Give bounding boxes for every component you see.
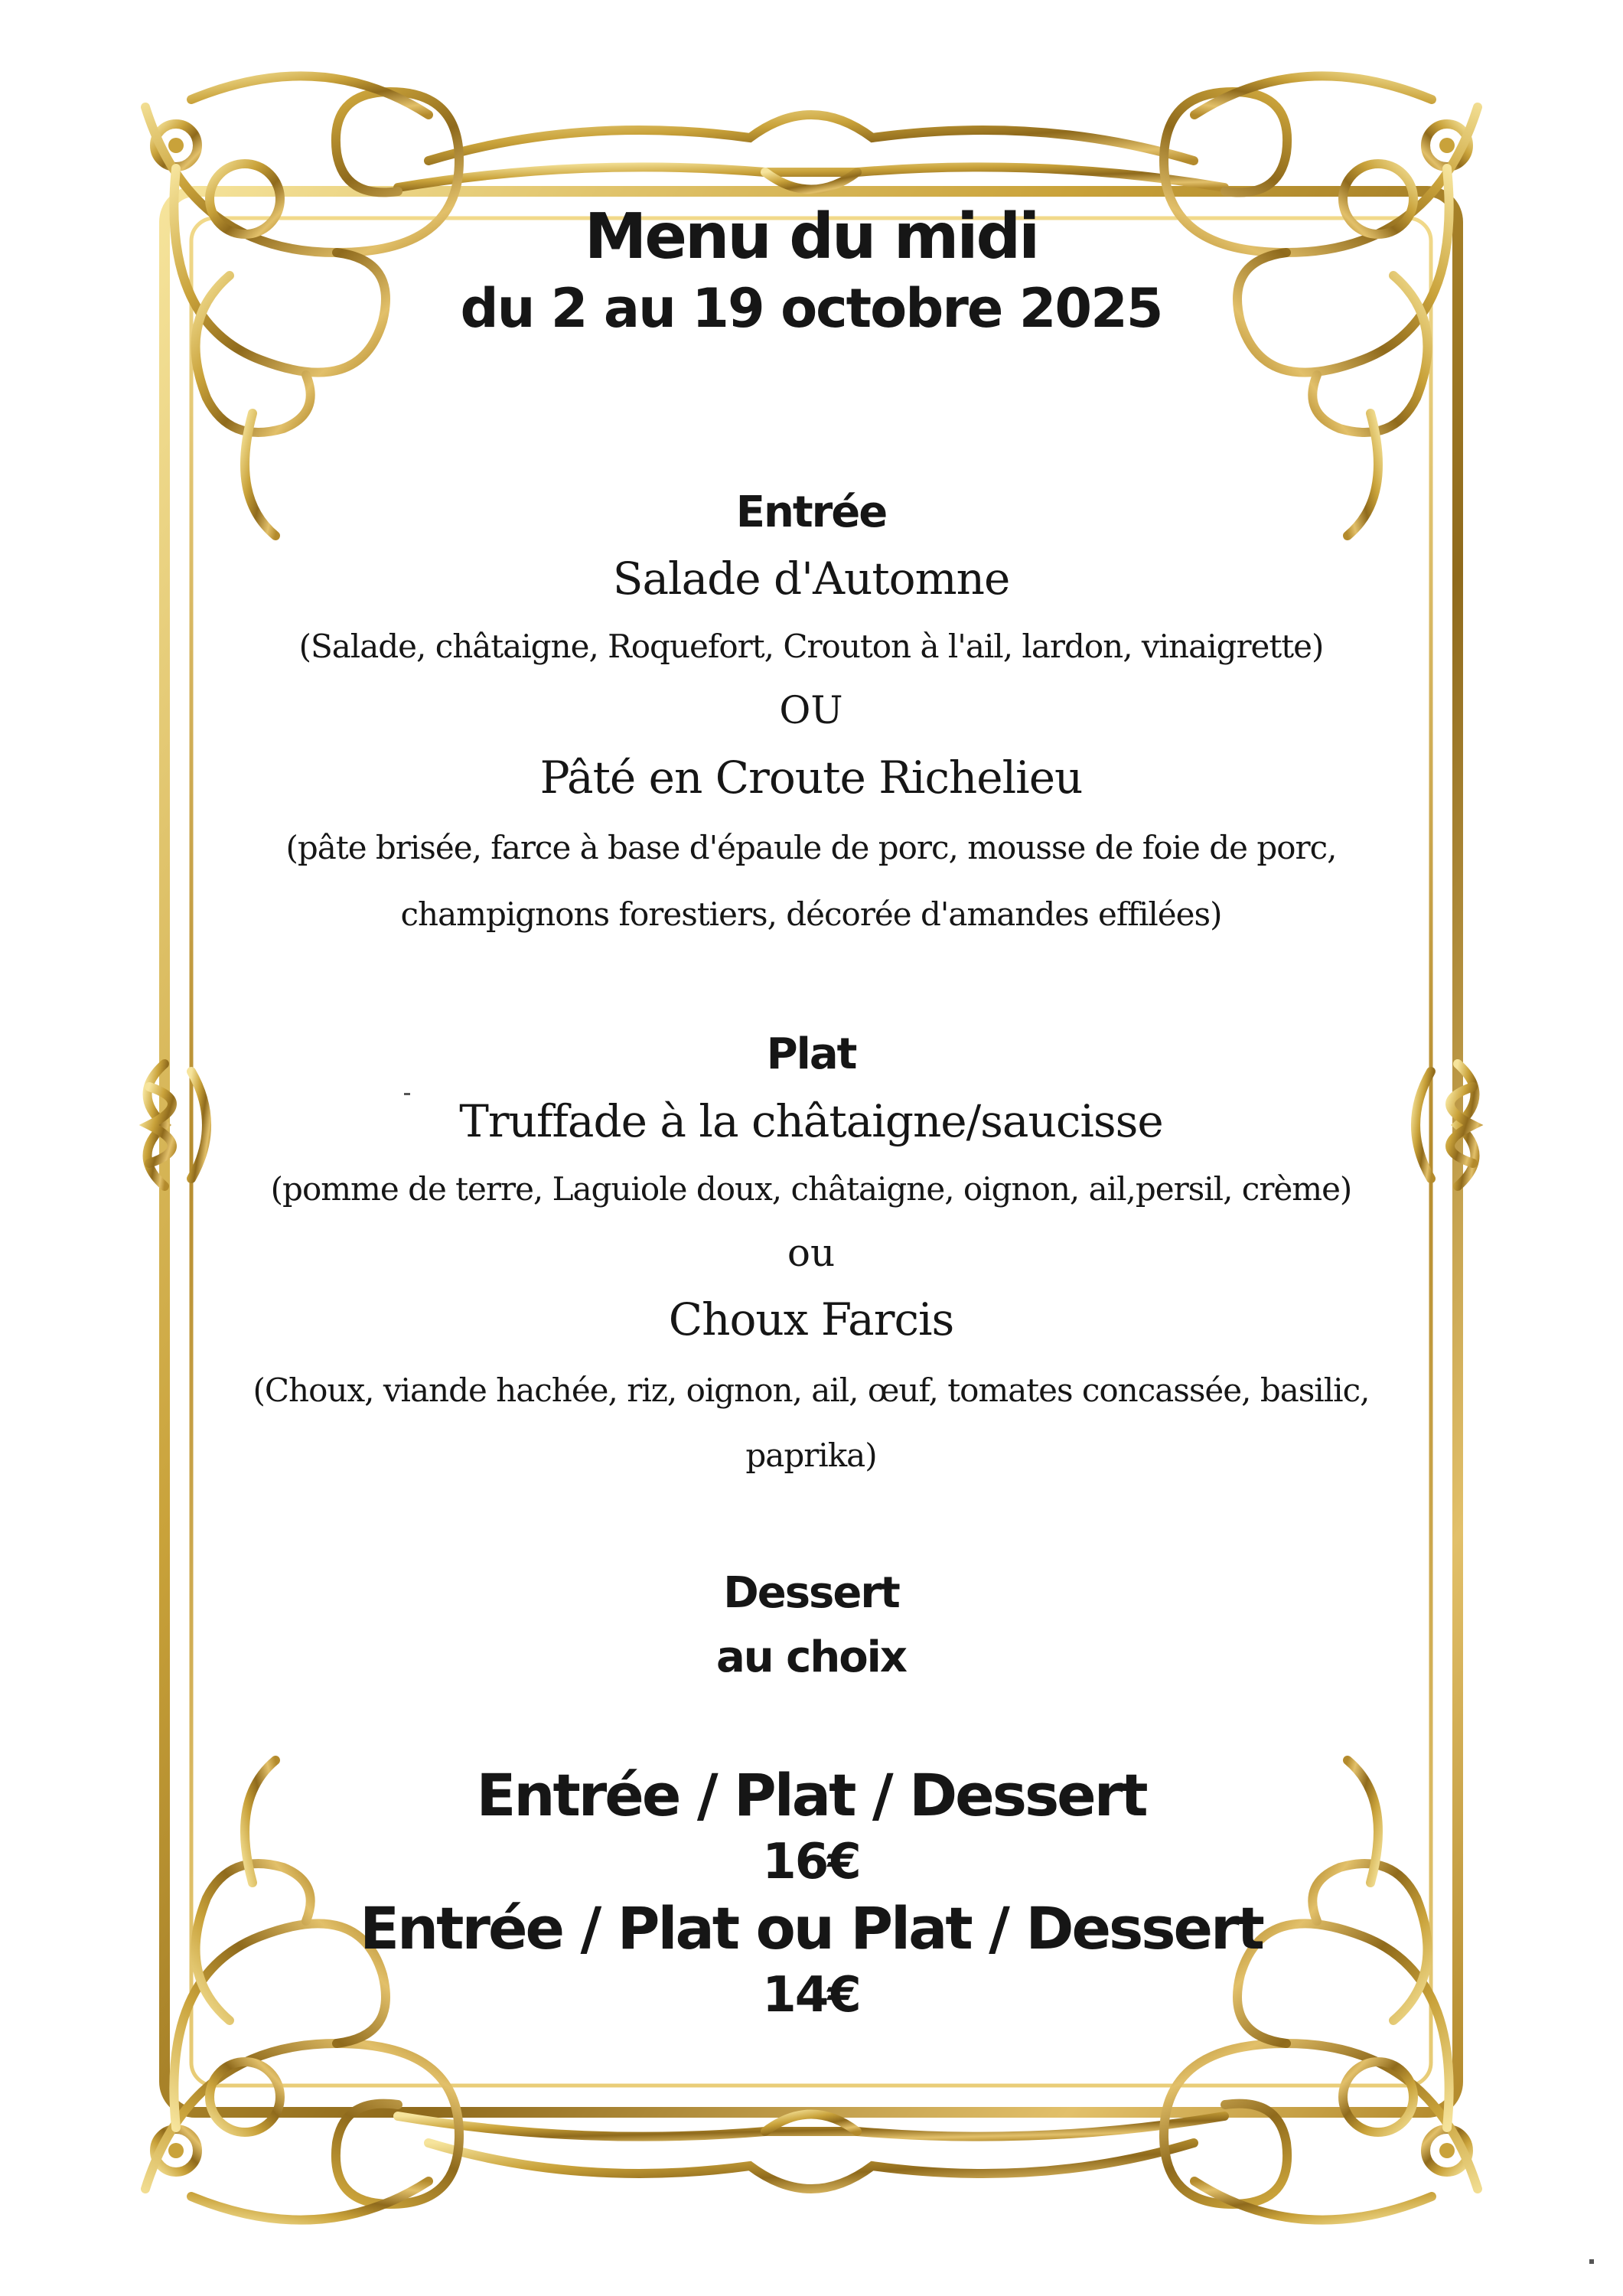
- formula-2-label: Entrée / Plat ou Plat / Dessert: [360, 1894, 1263, 1962]
- plat-option-2-name: Choux Farcis: [668, 1293, 954, 1345]
- plat-heading: Plat: [766, 1029, 856, 1079]
- plat-option-2-desc-line-1: (Choux, viande hachée, riz, oignon, ail, œuf, tomates concassée, basilic,: [253, 1371, 1370, 1409]
- formula-1-label: Entrée / Plat / Dessert: [476, 1761, 1146, 1829]
- plat-section: [199, 1022, 1423, 1486]
- dessert-subheading: au choix: [715, 1632, 906, 1682]
- menu-dates: du 2 au 19 octobre 2025: [460, 277, 1162, 340]
- formula-1-price: 16€: [762, 1834, 860, 1890]
- entree-option-1-name: Salade d'Automne: [612, 553, 1010, 605]
- menu-title: Menu du midi: [584, 201, 1038, 273]
- pricing-section: [199, 1760, 1423, 2027]
- entree-heading: Entrée: [735, 488, 887, 537]
- entree-section: [199, 482, 1423, 947]
- scan-speck: [404, 1093, 410, 1095]
- plat-option-1-name: Truffade à la châtaigne/saucisse: [459, 1095, 1163, 1147]
- menu-header: [199, 201, 1423, 343]
- scan-speck: [1589, 2259, 1594, 2264]
- dessert-heading: Dessert: [723, 1568, 899, 1618]
- entree-option-1-desc: (Salade, châtaigne, Roquefort, Crouton à l'ail, lardon, vinaigrette): [298, 628, 1324, 665]
- entree-separator: OU: [779, 688, 843, 732]
- plat-option-2-desc-line-2: paprika): [745, 1437, 877, 1474]
- frame-top-ornament: [398, 115, 1224, 190]
- entree-option-2-name: Pâté en Croute Richelieu: [539, 752, 1083, 804]
- formula-2-price: 14€: [762, 1967, 860, 2024]
- plat-option-1-desc: (pomme de terre, Laguiole doux, châtaigne, oignon, ail,persil, crème): [270, 1170, 1352, 1208]
- entree-option-2-desc-line-2: champignons forestiers, décorée d'amandes effilées): [400, 895, 1222, 933]
- plat-separator: ou: [787, 1231, 836, 1275]
- frame-right-knot: [1416, 1064, 1475, 1186]
- entree-option-2-desc-line-1: (pâte brisée, farce à base d'épaule de porc, mousse de foie de porc,: [285, 829, 1337, 866]
- frame-bottom-ornament: [398, 2115, 1224, 2190]
- frame-left-knot: [148, 1064, 207, 1186]
- dessert-section: [199, 1561, 1423, 1690]
